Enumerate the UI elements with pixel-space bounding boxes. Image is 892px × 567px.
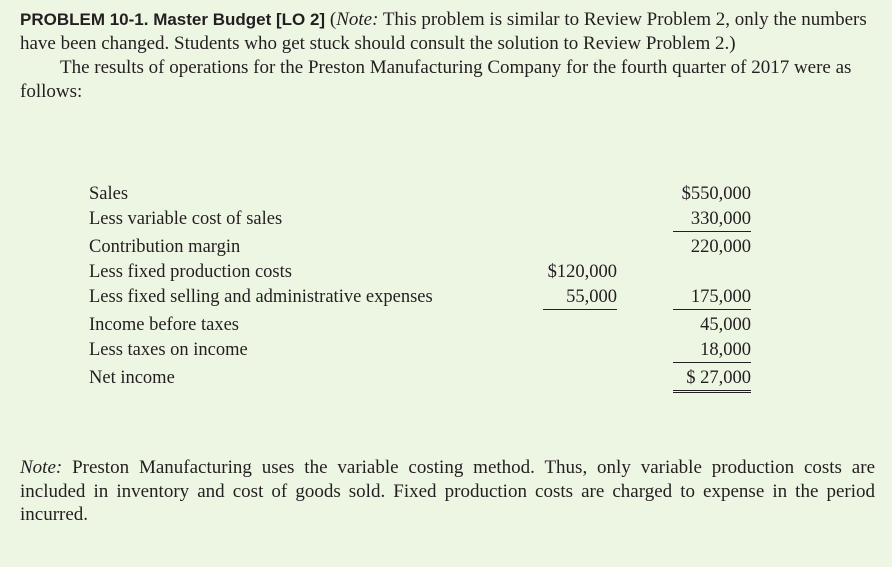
row-right-value: 45,000 bbox=[700, 315, 751, 335]
row-sales bbox=[89, 182, 769, 207]
row-label: Contribution margin bbox=[89, 237, 241, 257]
row-label: Less taxes on income bbox=[89, 340, 248, 360]
note-label: Note: bbox=[336, 9, 379, 30]
row-income-before-taxes bbox=[89, 313, 769, 338]
row-net-income bbox=[89, 366, 769, 391]
footnote-paragraph bbox=[20, 456, 875, 527]
row-variable-cost bbox=[89, 207, 769, 232]
problem-statement bbox=[20, 8, 880, 104]
row-right-value: 18,000 bbox=[673, 338, 751, 363]
row-fixed-selling-admin bbox=[89, 285, 769, 310]
row-right-value: 330,000 bbox=[673, 207, 751, 232]
row-fixed-production bbox=[89, 260, 769, 285]
row-contribution-margin bbox=[89, 235, 769, 260]
row-right-value: $ 27,000 bbox=[673, 366, 751, 393]
problem-heading: PROBLEM 10-1. Master Budget [LO 2] bbox=[20, 10, 326, 29]
row-right-value: 220,000 bbox=[690, 237, 751, 257]
row-label: Sales bbox=[89, 184, 129, 204]
footnote-text: Preston Manufacturing uses the variable costing method. Thus, only variable production costs are included in inventory and cost of goods sold. Fixed production costs are charged to expense in the period incurred. bbox=[20, 457, 875, 525]
note-text: This problem is similar to Review Problem 2, only the numbers have been changed. Students who get stuck should consult the solution to Review Problem 2.) bbox=[20, 9, 867, 54]
footnote-label: Note: bbox=[20, 457, 63, 478]
problem-paragraph bbox=[20, 8, 880, 56]
income-statement bbox=[89, 182, 769, 391]
row-label: Less fixed selling and administrative expenses bbox=[89, 287, 433, 307]
row-label: Less fixed production costs bbox=[89, 262, 292, 282]
row-right-value: 175,000 bbox=[673, 285, 751, 310]
footnote bbox=[20, 456, 875, 527]
row-label: Net income bbox=[89, 368, 175, 388]
intro-paragraph: The results of operations for the Preston Manufacturing Company for the fourth quarter of 2017 were as follows: bbox=[20, 57, 852, 102]
row-mid-value: $120,000 bbox=[547, 262, 617, 282]
row-label: Income before taxes bbox=[89, 315, 239, 335]
row-label: Less variable cost of sales bbox=[89, 209, 283, 229]
note-open-paren: ( bbox=[329, 9, 337, 30]
row-right-value: $550,000 bbox=[681, 184, 751, 204]
row-mid-value: 55,000 bbox=[543, 285, 617, 310]
row-taxes bbox=[89, 338, 769, 363]
